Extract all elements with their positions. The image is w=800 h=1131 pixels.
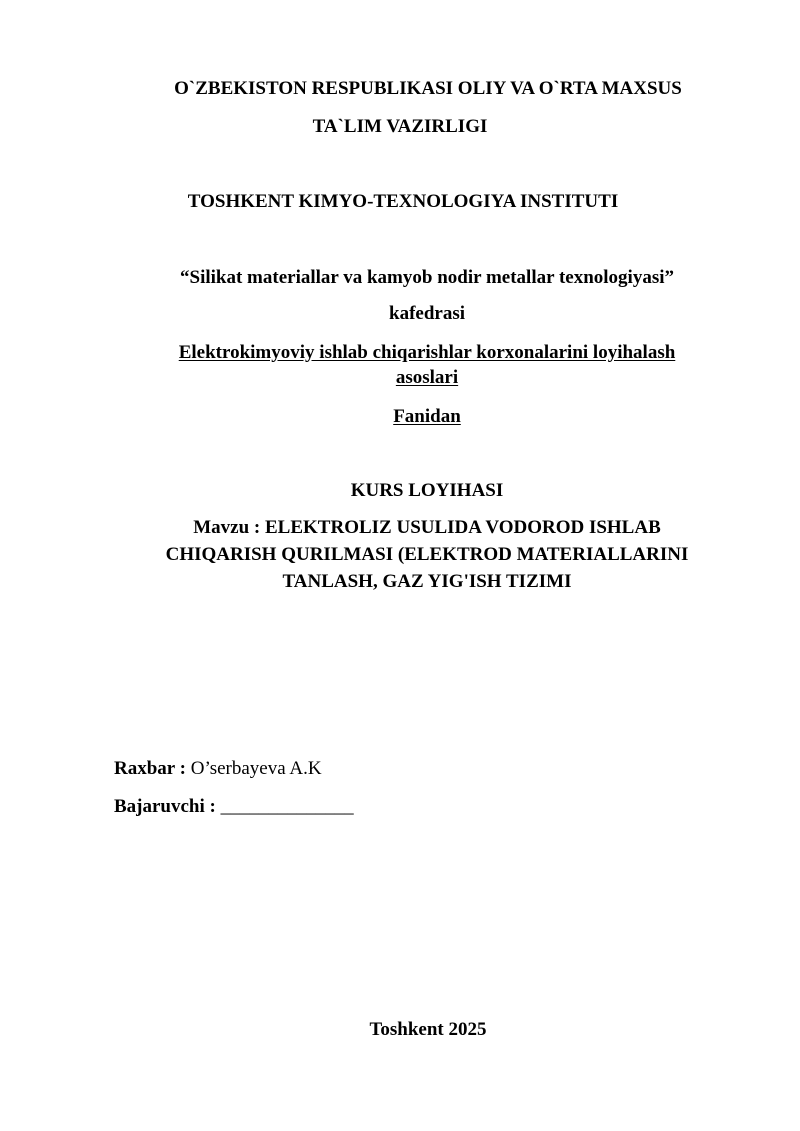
work-type-title: KURS LOYIHASI [350, 480, 504, 501]
subject-line-2: asoslari [395, 367, 459, 388]
topic-line-1: Mavzu : ELEKTROLIZ USULIDA VODOROD ISHLAB [193, 517, 661, 538]
department-suffix: kafedrasi [389, 303, 465, 324]
supervisor-row [114, 757, 322, 781]
subject-line-1: Elektrokimyoviy ishlab chiqarishlar korxonalarini loyihalash [178, 342, 676, 363]
performer-blank: ______________ [215, 796, 354, 817]
footer-city-year: Toshkent 2025 [369, 1019, 487, 1040]
institute-name: TOSHKENT KIMYO-TEXNOLOGIYA INSTITUTI [187, 191, 619, 212]
subject-suffix: Fanidan [393, 406, 461, 427]
topic-line-2: CHIQARISH QURILMASI (ELEKTROD MATERIALLARINI [165, 544, 689, 565]
performer-row [114, 795, 354, 819]
topic-line-3: TANLASH, GAZ YIG'ISH TIZIMI [282, 571, 572, 592]
supervisor-name: O’serbayeva A.K [185, 758, 322, 779]
ministry-line-1: O`ZBEKISTON RESPUBLIKASI OLIY VA O`RTA MAXSUS [174, 78, 682, 99]
supervisor-label: Raxbar : [114, 758, 186, 779]
performer-label: Bajaruvchi : [114, 796, 216, 817]
ministry-line-2: TA`LIM VAZIRLIGI [312, 116, 488, 137]
department-name: “Silikat materiallar va kamyob nodir metallar texnologiyasi” [180, 267, 674, 288]
